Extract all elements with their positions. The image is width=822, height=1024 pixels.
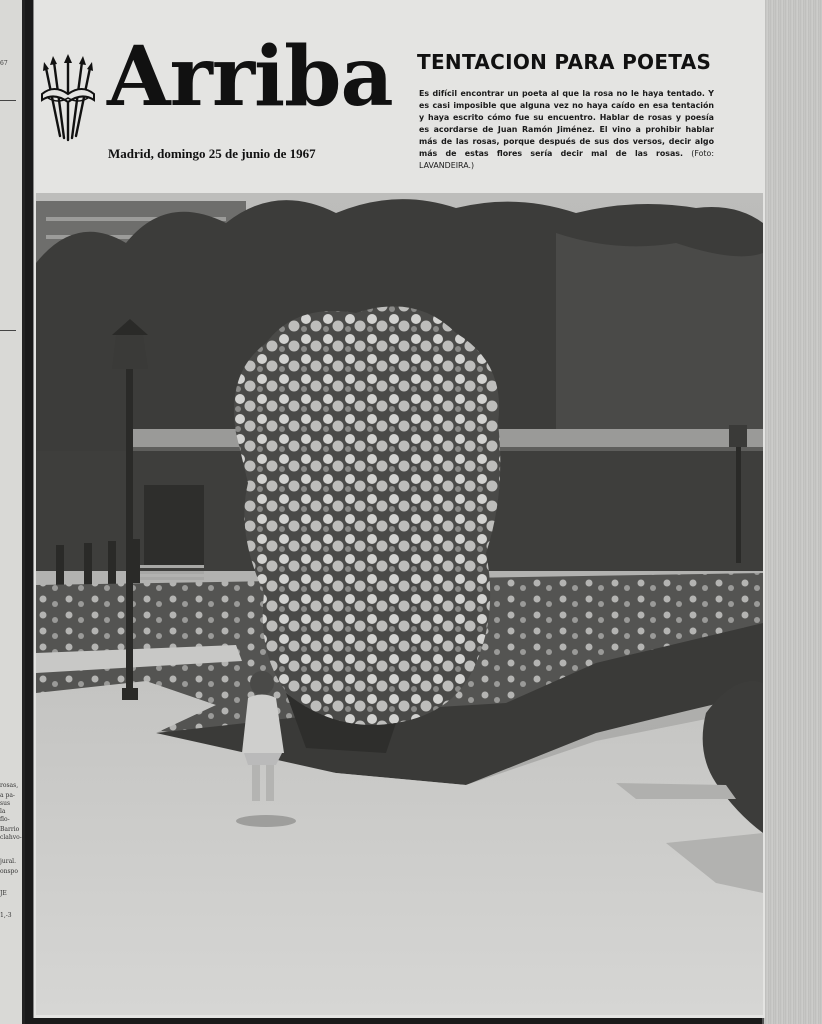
newspaper-front-page bbox=[33, 0, 765, 1018]
photo-credit: (Foto: LAVANDEIRA.) bbox=[419, 149, 715, 170]
left-page-fragment: clahvo- bbox=[0, 834, 22, 841]
yoke-and-arrows-emblem-icon bbox=[40, 54, 96, 144]
left-page-rule bbox=[0, 330, 16, 331]
photo-caption bbox=[419, 88, 714, 172]
rose-garden-photo bbox=[36, 193, 763, 1015]
cover-photograph bbox=[36, 193, 763, 1015]
newspaper-logo: Arriba bbox=[107, 29, 393, 125]
left-page-fragment: onspo bbox=[0, 868, 19, 875]
left-page-fragment: Barrio bbox=[0, 826, 20, 833]
dateline: Madrid, domingo 25 de junio de 1967 bbox=[108, 146, 316, 161]
masthead bbox=[34, 0, 765, 190]
adjacent-page-edge bbox=[0, 0, 25, 1024]
left-page-fragment: 1,-3 bbox=[0, 912, 12, 919]
left-page-fragment: sus bbox=[0, 800, 11, 807]
left-page-fragment: rosas, bbox=[0, 782, 19, 789]
left-page-fragment: jural. bbox=[0, 858, 16, 865]
left-page-rule bbox=[0, 100, 16, 101]
left-page-fragment: 67 bbox=[0, 60, 8, 67]
left-page-fragment: flo- bbox=[0, 816, 10, 823]
left-page-fragment: la bbox=[0, 808, 6, 815]
left-page-fragment: JE bbox=[0, 890, 7, 897]
bound-volume-page-stack bbox=[762, 0, 822, 1024]
left-page-fragment: a pa- bbox=[0, 792, 15, 799]
headline: TENTACION PARA POETAS bbox=[417, 50, 712, 74]
caption-text: Es difícil encontrar un poeta al que la rosa no le haya tentado. Y es casi imposible que alguna vez no haya caído en esa tentación y haya escrito cómo fue su encuentro. Hablar de rosas y poesía es acordarse de Juan Ramón Jiménez. El vino a prohibir hablar más de las rosas, porque después de sus dos versos, decir algo más de estas flores sería decir mal de las rosas. bbox=[419, 89, 714, 158]
